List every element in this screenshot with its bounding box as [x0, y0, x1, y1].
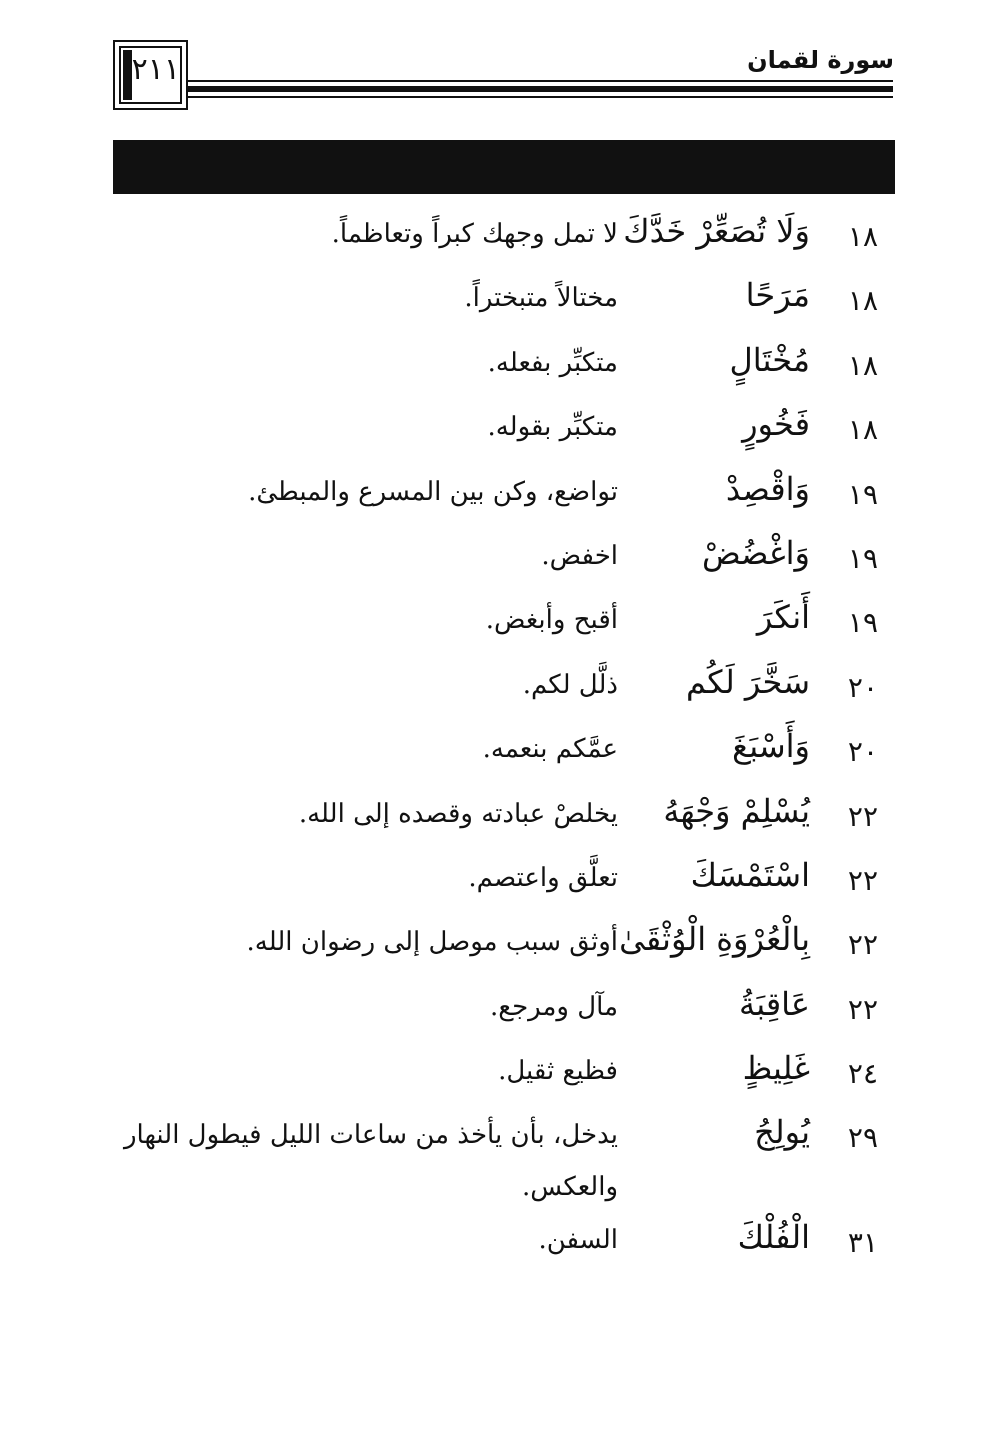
word-meaning: لا تمل وجهك كبراً وتعاظماً. — [331, 219, 618, 249]
quran-word: اسْتَمْسَكَ — [690, 855, 810, 894]
word-meaning: يخلصْ عبادته وقصده إلى الله. — [298, 798, 618, 829]
glossary-entry — [0, 916, 1000, 980]
quran-word: وَلَا تُصَعِّرْ خَدَّكَ — [623, 212, 810, 250]
verse-number: ٢٢ — [847, 863, 878, 897]
word-meaning: متكبِّر بفعله. — [487, 347, 618, 378]
word-meaning: تواضع، وكن بين المسرع والمبطئ. — [248, 476, 618, 507]
glossary-entry — [0, 1045, 1000, 1109]
quran-word: مَرَحًا — [745, 276, 810, 315]
word-meaning: السفن. — [538, 1225, 618, 1256]
quran-word: أَنكَرَ — [756, 598, 810, 637]
glossary-entry — [0, 981, 1000, 1045]
word-meaning: فظيع ثقيل. — [498, 1056, 618, 1087]
verse-number: ١٨ — [847, 413, 878, 447]
verse-number: ١٩ — [847, 606, 878, 640]
quran-word: مُخْتَالٍ — [729, 340, 810, 379]
glossary-entry — [0, 723, 1000, 787]
surah-title: سورة لقمان — [747, 46, 894, 74]
verse-number: ٢٢ — [847, 799, 878, 833]
quran-word: وَاغْضُضْ — [701, 533, 810, 572]
word-meaning: تعلَّق واعتصم. — [468, 862, 618, 893]
quran-word: الْفُلْكَ — [737, 1218, 810, 1257]
glossary-entry — [0, 208, 1000, 272]
glossary-entry — [0, 788, 1000, 852]
word-meaning: أوثق سبب موصل إلى رضوان الله. — [246, 927, 618, 958]
quran-word: وَاقْصِدْ — [725, 469, 810, 508]
verse-number: ٢٠ — [847, 670, 878, 704]
glossary-entry — [0, 1109, 1000, 1214]
glossary-entry — [0, 659, 1000, 723]
word-meaning: مختالاً متبختراً. — [464, 283, 618, 314]
verse-number: ١٩ — [847, 541, 878, 575]
quran-word: عَاقِبَةُ — [739, 984, 810, 1023]
quran-word: غَلِيظٍ — [742, 1049, 810, 1088]
word-meaning: يدخل، بأن يأخذ من ساعات الليل فيطول النهار والعكس. — [123, 1120, 618, 1203]
word-meaning: اخفض. — [541, 540, 618, 571]
glossary-entry — [0, 401, 1000, 465]
word-meaning: ذلَّل لكم. — [522, 669, 618, 700]
glossary-entry — [0, 466, 1000, 530]
word-meaning: عمَّكم بنعمه. — [482, 734, 618, 765]
page-number: ٢١١ — [131, 52, 180, 87]
glossary-list — [0, 208, 1000, 1279]
glossary-entry — [0, 272, 1000, 336]
verse-number: ١٨ — [847, 284, 878, 318]
header-rule-thin-top — [188, 80, 893, 82]
verse-number: ٢٠ — [847, 735, 878, 769]
quran-word: يُسْلِمْ وَجْهَهُ — [663, 791, 810, 830]
glossary-entry — [0, 594, 1000, 658]
glossary-entry — [0, 337, 1000, 401]
word-meaning: أقبح وأبغض. — [485, 605, 618, 636]
page-number-box — [113, 40, 188, 110]
verse-number: ٣١ — [847, 1226, 878, 1260]
word-meaning: متكبِّر بقوله. — [487, 412, 618, 443]
page-number-box-bar — [123, 50, 132, 100]
quran-word: بِالْعُرْوَةِ الْوُثْقَىٰ — [619, 920, 810, 959]
header-rule-thin-bottom — [188, 96, 893, 98]
verse-number: ٢٤ — [847, 1057, 878, 1091]
glossary-entry — [0, 530, 1000, 594]
verse-number: ١٨ — [847, 220, 878, 253]
verse-number: ٢٢ — [847, 928, 878, 962]
header-rule-thick — [188, 86, 893, 92]
quran-word: فَخُورٍ — [742, 405, 810, 444]
glossary-entry — [0, 852, 1000, 916]
verse-number: ١٩ — [847, 477, 878, 511]
verse-number: ١٨ — [847, 348, 878, 382]
verse-number: ٢٢ — [847, 992, 878, 1026]
quran-word: سَخَّرَ لَكُم — [685, 662, 810, 701]
word-meaning: مآل ومرجع. — [489, 991, 618, 1022]
quran-word: يُولِجُ — [754, 1113, 810, 1152]
glossary-entry — [0, 1214, 1000, 1278]
black-banner — [113, 140, 895, 194]
quran-word: وَأَسْبَغَ — [732, 727, 810, 766]
verse-number: ٢٩ — [847, 1121, 878, 1155]
